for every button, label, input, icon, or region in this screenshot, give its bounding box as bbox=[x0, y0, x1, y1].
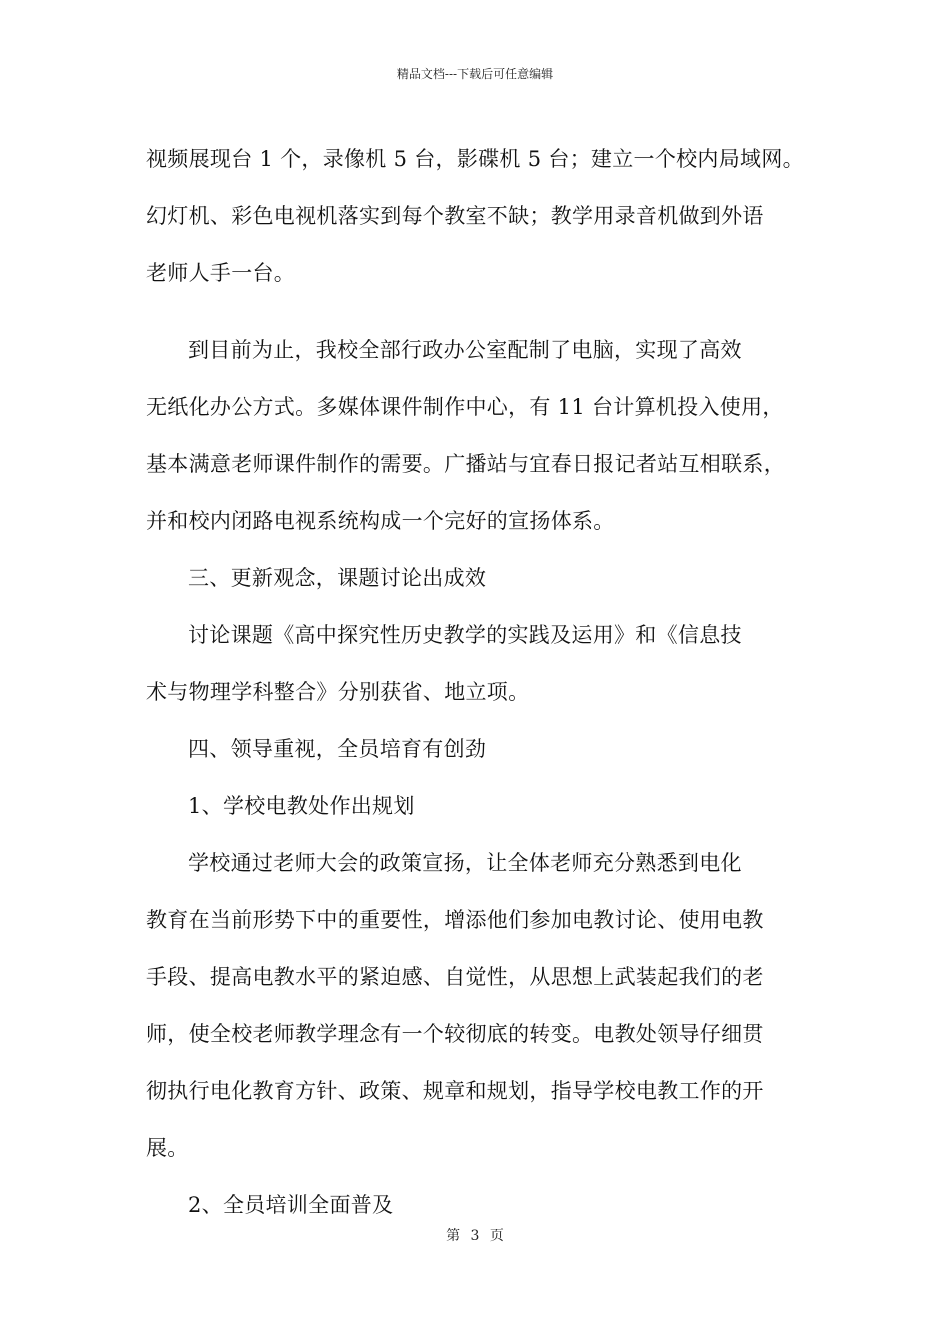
paragraph-line: 视频展现台 1 个，录像机 5 台，影碟机 5 台；建立一个校内局域网。 bbox=[146, 147, 804, 171]
paragraph-line: 无纸化办公方式。多媒体课件制作中心，有 11 台计算机投入使用， bbox=[146, 395, 784, 419]
document-body bbox=[146, 131, 846, 1234]
paragraph-line: 手段、提高电教水平的紧迫感、自觉性，从思想上武装起我们的老 bbox=[146, 965, 764, 989]
subsection-heading: 1、学校电教处作出规划 bbox=[188, 794, 415, 818]
page-footer bbox=[0, 1227, 950, 1245]
paragraph-line: 展。 bbox=[146, 1136, 189, 1160]
paragraph-line: 教育在当前形势下中的重要性，增添他们参加电教讨论、使用电教 bbox=[146, 908, 764, 932]
section-heading: 四、领导重视，全员培育有创劲 bbox=[188, 737, 487, 761]
footer-suffix: 页 bbox=[489, 1228, 504, 1244]
page-header: 精品文档---下载后可任意编辑 bbox=[396, 67, 554, 81]
paragraph-line: 老师人手一台。 bbox=[146, 261, 296, 285]
paragraph-line: 幻灯机、彩色电视机落实到每个教室不缺；教学用录音机做到外语 bbox=[146, 204, 764, 228]
paragraph-line: 师，使全校老师教学理念有一个较彻底的转变。电教处领导仔细贯 bbox=[146, 1022, 764, 1046]
paragraph-line: 彻执行电化教育方针、政策、规章和规划，指导学校电教工作的开 bbox=[146, 1079, 764, 1103]
paragraph-line: 术与物理学科整合》分别获省、地立项。 bbox=[146, 680, 530, 704]
paragraph-line: 到目前为止，我校全部行政办公室配制了电脑，实现了高效 bbox=[188, 338, 742, 362]
paragraph-line: 基本满意老师课件制作的需要。广播站与宜春日报记者站互相联系， bbox=[146, 452, 785, 476]
subsection-heading: 2、全员培训全面普及 bbox=[188, 1193, 394, 1217]
footer-prefix: 第 bbox=[446, 1228, 461, 1244]
page-number: 3 bbox=[470, 1228, 480, 1244]
paragraph-line: 并和校内闭路电视系统构成一个完好的宣扬体系。 bbox=[146, 509, 615, 533]
paragraph-gap bbox=[146, 302, 846, 322]
paragraph-line: 学校通过老师大会的政策宣扬，让全体老师充分熟悉到电化 bbox=[188, 851, 742, 875]
section-heading: 三、更新观念，课题讨论出成效 bbox=[188, 566, 487, 590]
paragraph-line: 讨论课题《高中探究性历史教学的实践及运用》和《信息技 bbox=[188, 623, 742, 647]
